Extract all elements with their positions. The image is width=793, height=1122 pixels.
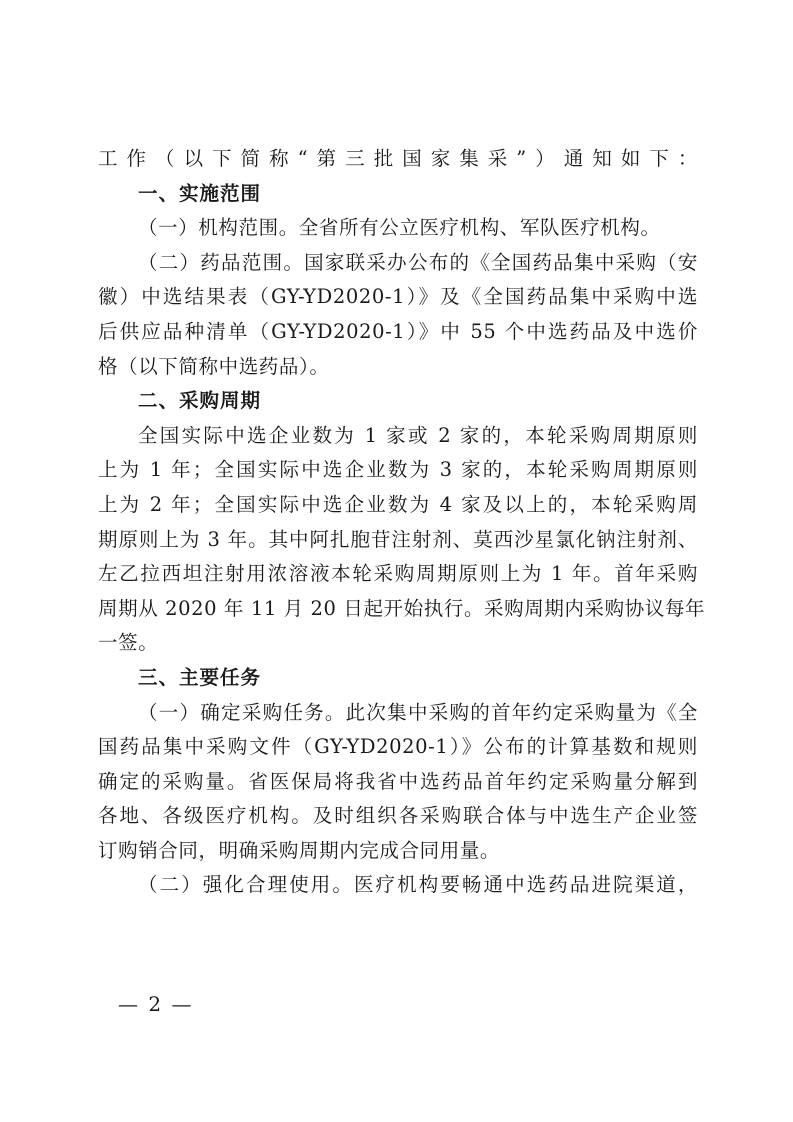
body-line: 左乙拉西坦注射用浓溶液本轮采购周期原则上为 1 年。首年采购 (98, 562, 698, 586)
body-line: （二）强化合理使用。医疗机构要畅通中选药品进院渠道， (138, 873, 698, 897)
section-heading-period: 二、采购周期 (138, 389, 262, 413)
body-line: （二）药品范围。国家联采办公布的《全国药品集中采购（安 (138, 250, 698, 274)
section-heading-scope: 一、实施范围 (138, 181, 262, 205)
body-line: 订购销合同，明确采购周期内完成合同用量。 (98, 838, 501, 862)
body-line: 全国实际中选企业数为 1 家或 2 家的，本轮采购周期原则 (138, 423, 698, 447)
body-line: 后供应品种清单（GY-YD2020-1）》中 55 个中选药品及中选价 (98, 319, 698, 343)
body-line: 周期从 2020 年 11 月 20 日起开始执行。采购周期内采购协议每年 (98, 596, 706, 620)
body-line: 上为 2 年；全国实际中选企业数为 4 家及以上的，本轮采购周 (98, 492, 698, 516)
body-line: （一）确定采购任务。此次集中采购的首年约定采购量为《全 (138, 700, 698, 724)
body-line: 各地、各级医疗机构。及时组织各采购联合体与中选生产企业签 (98, 804, 698, 828)
body-line: 一签。 (98, 631, 159, 655)
body-line: 格（以下简称中选药品）。 (98, 354, 330, 378)
body-line: 上为 1 年；全国实际中选企业数为 3 家的，本轮采购周期原则 (98, 458, 698, 482)
body-line: 期原则上为 3 年。其中阿扎胞苷注射剂、莫西沙星氯化钠注射剂、 (98, 527, 698, 551)
body-line: 确定的采购量。省医保局将我省中选药品首年约定采购量分解到 (98, 769, 698, 793)
body-line: （一）机构范围。全省所有公立医疗机构、军队医疗机构。 (138, 216, 661, 240)
body-line: 国药品集中采购文件（GY-YD2020-1）》公布的计算基数和规则 (98, 735, 698, 759)
body-line: 徽）中选结果表（GY-YD2020-1）》及《全国药品集中采购中选 (98, 285, 698, 309)
body-line: 工作（以下简称“第三批国家集采”）通知如下： (98, 147, 698, 170)
document-body (98, 142, 706, 903)
page-number: — 2 — (118, 992, 194, 1016)
section-heading-tasks: 三、主要任务 (138, 665, 262, 689)
